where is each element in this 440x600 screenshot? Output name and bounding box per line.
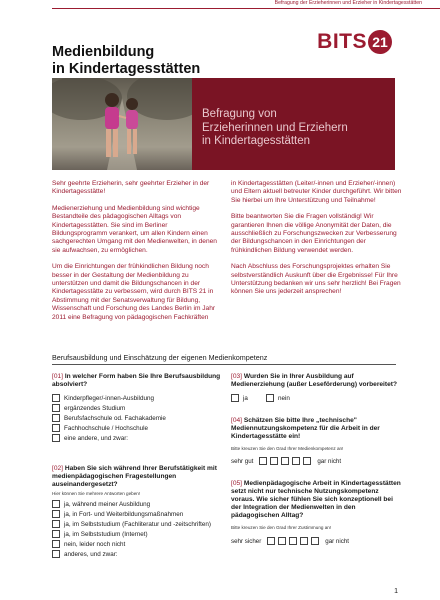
- rating-box-3[interactable]: [289, 537, 297, 545]
- q2-option-3[interactable]: [52, 520, 211, 528]
- rating-box-1[interactable]: [267, 537, 275, 545]
- title-line-1: Medienbildung: [52, 44, 155, 60]
- q1-option-3-label: Berufsfachschule od. Fachakademie: [64, 414, 166, 422]
- question-02: [52, 465, 222, 489]
- question-02-text: Haben Sie sich während Ihrer Berufstätigkeit mit medienpädagogischen Fragestellungen auseinandergesetzt?: [52, 465, 217, 488]
- checkbox[interactable]: [52, 434, 60, 442]
- question-01: [52, 373, 222, 389]
- question-05: [231, 480, 403, 520]
- q4-scale-low: sehr gut: [231, 457, 254, 465]
- children-walking-image: [52, 78, 192, 170]
- question-03-text: Wurden Sie in Ihrer Ausbildung auf Medienerziehung (außer Leseförderung) vorbereitet?: [231, 373, 397, 388]
- q5-scale-high: gar nicht: [325, 537, 349, 545]
- q1-option-5-label: eine andere, und zwar:: [64, 434, 129, 442]
- q3-yes-label: ja: [243, 394, 248, 402]
- intro-column-left: [52, 180, 222, 330]
- question-05-number: [05]: [231, 480, 242, 487]
- checkbox[interactable]: [231, 394, 239, 402]
- intro-paragraph-2: Um die Einrichtungen der frühkindlichen Bildung noch besser in der Gestaltung der Medienbildung zu unterstützen und damit die Bildungschancen in der Kindertagesstätte zu verbessern, wird durch BITS 21 in Abstimmung mit der Senatsverwaltung für Bildung, Wissenschaft und Forschung des Landes Berlin im Jahr 2011 eine Befragung von pädagogischen Fachkräften: [52, 263, 216, 321]
- q2-option-2[interactable]: [52, 510, 183, 518]
- checkbox[interactable]: [52, 404, 60, 412]
- q1-option-2[interactable]: [52, 404, 125, 412]
- rating-box-2[interactable]: [270, 457, 278, 465]
- q4-rating-scale: [231, 457, 341, 465]
- question-01-number: [01]: [52, 373, 63, 380]
- banner-line-3: in Kindertagesstätten: [202, 135, 311, 147]
- logo-word: BITS: [317, 30, 367, 53]
- header-rule: [52, 8, 440, 9]
- banner-line-1: Befragung von: [202, 108, 277, 120]
- intro-paragraph-5: Nach Abschluss des Forschungsprojektes erhalten Sie selbstverständlich Auskunft über die Ergebnisse! Für Ihre Unterstützung bedanken wir uns sehr herzlich! Bei Fragen können Sie uns jederzeit ansprechen!: [231, 263, 401, 296]
- page-title: [52, 44, 200, 78]
- q5-scale-low: sehr sicher: [231, 537, 262, 545]
- banner-line-2: Erzieherinnen und Erziehern: [202, 121, 348, 134]
- q2-option-1-label: ja, während meiner Ausbildung: [64, 500, 151, 508]
- q4-scale-high: gar nicht: [317, 457, 342, 465]
- q2-option-5[interactable]: [52, 540, 125, 548]
- logo-number: 21: [368, 30, 392, 54]
- banner-panel: [192, 78, 395, 170]
- checkbox[interactable]: [52, 394, 60, 402]
- q1-option-3[interactable]: [52, 414, 166, 422]
- salutation: Sehr geehrte Erzieherin, sehr geehrter Erzieher in der Kindertagesstätte!: [52, 180, 210, 196]
- q4-hint: Bitte kreuzen Sie den Grad Ihrer Medienkompetenz an!: [231, 446, 344, 451]
- q1-option-5[interactable]: [52, 434, 128, 442]
- intro-paragraph-4: Bitte beantworten Sie die Fragen vollständig! Wir garantieren Ihnen die völlige Anonymität der Daten, die ausschließlich zu Forschungszwecken zur Verbesserung der Bildungschancen in den Einrichtungen der frühkindlichen Bildung verwendet werden.: [231, 213, 397, 254]
- question-02-number: [02]: [52, 465, 63, 472]
- title-line-2: in Kindertagesstätten: [52, 61, 201, 77]
- q2-option-4[interactable]: [52, 530, 148, 538]
- intro-column-right: [231, 180, 403, 305]
- q1-option-4[interactable]: [52, 424, 148, 432]
- checkbox[interactable]: [52, 500, 60, 508]
- checkbox[interactable]: [52, 520, 60, 528]
- intro-paragraph-3: in Kindertagesstätten (Leiter/-innen und Erzieher/-innen) und Eltern aktuell betreuter Kinder durchgeführt. Wir bitten Sie hierbei um Ihre Unterstützung und Teilnahme!: [231, 180, 402, 204]
- q1-option-2-label: ergänzendes Studium: [64, 404, 126, 412]
- question-05-text: Medienpädagogische Arbeit in Kindertagesstätten setzt nicht nur technische Nutzungskompetenz voraus. Wie sicher fühlen Sie sich konzeptionell bei der Integration der Medienwelten in den pädagogischen Alltag?: [231, 480, 401, 519]
- q2-option-6[interactable]: [52, 550, 118, 558]
- q1-option-1[interactable]: [52, 394, 154, 402]
- q1-option-1-label: Kinderpfleger/-innen-Ausbildung: [64, 394, 154, 402]
- question-03: [231, 373, 401, 389]
- q3-option-no[interactable]: [266, 394, 290, 402]
- q5-rating-scale: [231, 537, 349, 545]
- rating-box-2[interactable]: [278, 537, 286, 545]
- question-01-text: In welcher Form haben Sie Ihre Berufsausbildung absolviert?: [52, 373, 221, 388]
- section-title: Berufsausbildung und Einschätzung der eigenen Medienkompetenz: [52, 353, 396, 365]
- running-header-text: Befragung der Erzieherinnen und Erzieher in Kindertagesstätten: [274, 0, 422, 6]
- rating-box-1[interactable]: [259, 457, 267, 465]
- header-banner: [52, 78, 395, 170]
- q2-hint: Hier können Sie mehrere Antworten geben!: [52, 491, 141, 496]
- q1-option-4-label: Fachhochschule / Hochschule: [64, 424, 149, 432]
- bits21-logo: [317, 30, 392, 54]
- checkbox[interactable]: [52, 414, 60, 422]
- rating-box-5[interactable]: [311, 537, 319, 545]
- question-04: [231, 417, 403, 441]
- intro-paragraph-1: Medienerziehung und Medienbildung sind wichtige Bestandteile des pädagogischen Alltags von Kindertagesstätten. Sie sind im Berliner Bildungsprogramm verankert, um allen Kindern einen sachgerechten Umgang mit den Medienwelten, in denen sie aufwachsen, zu ermöglichen.: [52, 204, 217, 254]
- q5-hint: Bitte kreuzen Sie den Grad Ihrer Zustimmung an!: [231, 525, 332, 530]
- checkbox[interactable]: [52, 540, 60, 548]
- q2-option-5-label: nein, leider noch nicht: [64, 540, 126, 548]
- checkbox[interactable]: [266, 394, 274, 402]
- q2-option-4-label: ja, im Selbststudium (Internet): [64, 530, 148, 538]
- section-header: [52, 353, 396, 365]
- question-03-number: [03]: [231, 373, 242, 380]
- children-photo: [52, 78, 192, 170]
- checkbox[interactable]: [52, 510, 60, 518]
- running-header: [0, 0, 440, 9]
- question-04-number: [04]: [231, 417, 242, 424]
- checkbox[interactable]: [52, 530, 60, 538]
- q2-option-3-label: ja, im Selbststudium (Fachliteratur und -zeitschriften): [64, 520, 211, 528]
- q2-option-6-label: anderes, und zwar:: [64, 550, 118, 558]
- q2-option-1[interactable]: [52, 500, 150, 508]
- q2-option-2-label: ja, in Fort- und Weiterbildungsmaßnahmen: [64, 510, 184, 518]
- rating-box-4[interactable]: [300, 537, 308, 545]
- rating-box-3[interactable]: [281, 457, 289, 465]
- rating-box-4[interactable]: [292, 457, 300, 465]
- q3-no-label: nein: [278, 394, 290, 402]
- banner-heading: [202, 108, 348, 149]
- checkbox[interactable]: [52, 424, 60, 432]
- rating-box-5[interactable]: [303, 457, 311, 465]
- question-04-text: Schätzen Sie bitte Ihre „technische" Mediennutzungskompetenz für die Arbeit in der Kindertagesstätte ein!: [231, 417, 380, 440]
- page-number: 1: [394, 588, 398, 595]
- checkbox[interactable]: [52, 550, 60, 558]
- q3-option-yes[interactable]: [231, 394, 248, 402]
